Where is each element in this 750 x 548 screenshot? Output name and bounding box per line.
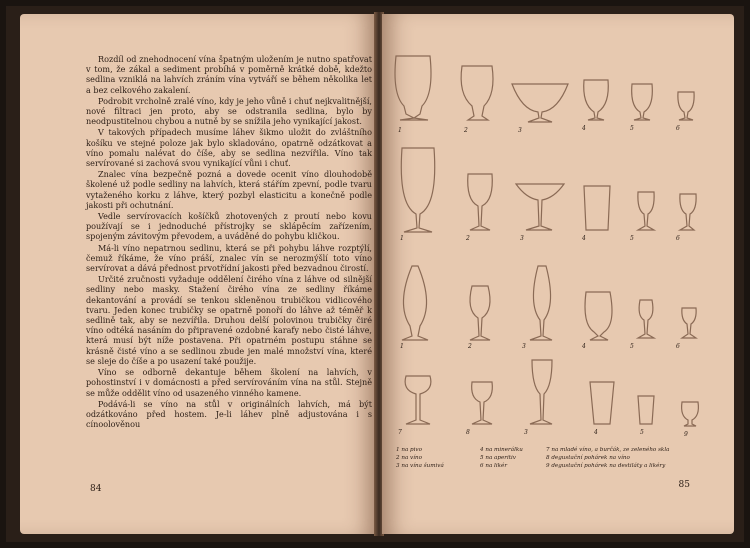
glass-row2-3	[516, 184, 564, 230]
legend-item: 7 na mladé víno, a burčák, ze zeleného skla	[546, 447, 670, 453]
glass-number: 1	[398, 127, 402, 134]
glass-row1-2	[461, 66, 493, 120]
glass-row2-4	[584, 186, 610, 230]
glass-number: 4	[594, 429, 598, 436]
glass-number: 2	[464, 127, 468, 134]
glass-number: 3	[522, 343, 526, 350]
legend-column-2	[480, 446, 523, 470]
glass-number: 8	[466, 429, 470, 436]
glass-row3-6	[682, 308, 696, 338]
paragraph: V takových případech musíme láhev šikmo uložit do zvláštního košíku ve stejné poloze jak bylo skladováno, opatrně odzátkovat a víno pomalu nalévat do číše, aby se sedlina nezvířila. Víno tak servírované si zachová svou vynikající vůni i chuť.	[86, 127, 372, 169]
glassware-illustration	[382, 14, 734, 444]
legend-item: 9 degustační pohárek na destiláty a likéry	[546, 463, 666, 469]
glass-number: 2	[468, 343, 472, 350]
glass-number: 1	[400, 235, 404, 242]
paragraph: Vedle servírovacích košíčků zhotovených z proutí nebo kovu používají se i jednoduché přístrojky se sklápěcím zařízením, spojeným závitovým převodem, a uváděné do pohybu kličkou.	[86, 211, 372, 242]
glass-row1-3	[512, 84, 568, 122]
glass-row1-4	[584, 80, 609, 120]
glass-number: 6	[676, 343, 680, 350]
legend-item: 3 na vína šumivá	[396, 463, 444, 469]
glass-row3-3	[530, 266, 552, 340]
glass-row3-1	[402, 266, 428, 340]
glass-row3-2	[470, 286, 490, 340]
paragraph: Podává-li se víno na stůl v originálních lahvích, má být odzátkováno před hostem. Je-li láhev plně adjustována i s cínoolověnou	[86, 398, 372, 430]
legend-item: 5 na aperitiv	[480, 455, 516, 461]
glass-number: 7	[398, 429, 402, 436]
book-spread	[6, 6, 744, 542]
glass-number: 5	[630, 343, 634, 350]
glass-row2-2	[468, 174, 493, 230]
glass-row4-3	[530, 360, 552, 424]
glass-row2-1	[401, 148, 434, 232]
left-page	[20, 14, 376, 534]
legend-column-1	[396, 446, 444, 470]
legend-column-3	[546, 446, 669, 470]
legend-item: 6 na likér	[480, 463, 508, 469]
glass-row1-6	[678, 92, 694, 120]
page-number-left: 84	[90, 484, 102, 494]
glass-row1-1	[395, 56, 431, 120]
legend-item: 8 degustační pohárek na víno	[546, 455, 630, 461]
glass-row4-7	[405, 376, 431, 424]
glass-number: 6	[676, 125, 680, 132]
glass-row3-4	[585, 292, 612, 340]
glass-number: 4	[582, 125, 586, 132]
legend-item: 1 na pivo	[396, 447, 422, 453]
glass-number: 3	[524, 429, 528, 436]
glass-number: 4	[582, 235, 586, 242]
paragraph: Má-li víno nepatrnou sedlinu, která se při pohybu láhve rozptýlí, čemuž říkáme, že víno práší, znalec vín se nerozmýšlí toto víno servírovat a dává přednost prvotřídní jakosti před bezvadnou čirostí.	[86, 242, 372, 274]
glass-number: 2	[466, 235, 470, 242]
glass-row2-5	[638, 192, 654, 230]
paragraph: Rozdíl od znehodnocení vína špatným uložením je nutno spatřovat v tom, že zákal a sediment probíhá v poměrně krátké době, kdežto sedlina vzniklá na lahvích zráním vína vytváří se během několika let a bez celkového zakalení.	[86, 54, 372, 95]
glass-number: 3	[518, 127, 522, 134]
paragraph: Víno se odborně dekantuje během školení na lahvích, v pohostinství i v domácnosti a před servírováním vína na stůl. Stejně se může oddělit víno od usazeného vinného kamene.	[86, 367, 372, 398]
body-text	[86, 54, 372, 430]
paragraph: Podrobit vrcholně zralé víno, kdy je jeho vůně i chuť nejkvalitnější, nové filtraci jen proto, aby se odstranila sedlina, bylo by neodpustitelnou chybou a nutně by se snížila jeho vynikající jakost.	[86, 95, 372, 127]
legend-item: 2 na víno	[396, 455, 422, 461]
paragraph: Určité zručnosti vyžaduje oddělení čirého vína z láhve od silnější sedliny nebo masky. Stažení čirého vína ze sedliny říkáme dekantování a provádí se tenkou skleněnou trubičkou vidlicového tvaru. Jeden konec trubičky se opatrně ponoří do láhve až téměř k sedlině tak, aby se nezvířila. Druhou delší polovinou trubičky čiré víno odtéká nasáním do připravené ozdobné karafy nebo čisté láhve, která musí být níže postavena. Při opatrném postupu stáhne se krásně čisté víno a se sedlinou zbude jen malé množství vína, které se sleje do číše a po usazení také použije.	[86, 274, 372, 366]
glass-number: 3	[520, 235, 524, 242]
glass-row4-9	[682, 402, 699, 426]
paragraph: Znalec vína bezpečně pozná a dovede ocenit víno dlouhodobě školené už podle sedliny na lahvích, která stářím zpevní, podle tvaru vytaženého korku z láhve, který pozbyl elasticitu a konečně podle jakosti při ochutnání.	[86, 169, 372, 210]
glass-number: 4	[582, 343, 586, 350]
glass-number: 1	[400, 343, 404, 350]
glass-row2-6	[680, 194, 696, 230]
glass-row4-8	[472, 382, 493, 424]
glass-number: 5	[630, 125, 634, 132]
page-number-right: 85	[678, 480, 690, 490]
glass-row1-5	[632, 84, 653, 120]
glass-row4-5	[638, 396, 654, 424]
glass-number: 5	[640, 429, 644, 436]
glass-number: 6	[676, 235, 680, 242]
legend-item: 4 na minerálku	[480, 447, 523, 453]
glass-number: 9	[684, 431, 688, 438]
glass-row3-5	[638, 300, 654, 338]
glass-number: 5	[630, 235, 634, 242]
glass-row4-4	[590, 382, 614, 424]
right-page	[382, 14, 734, 534]
